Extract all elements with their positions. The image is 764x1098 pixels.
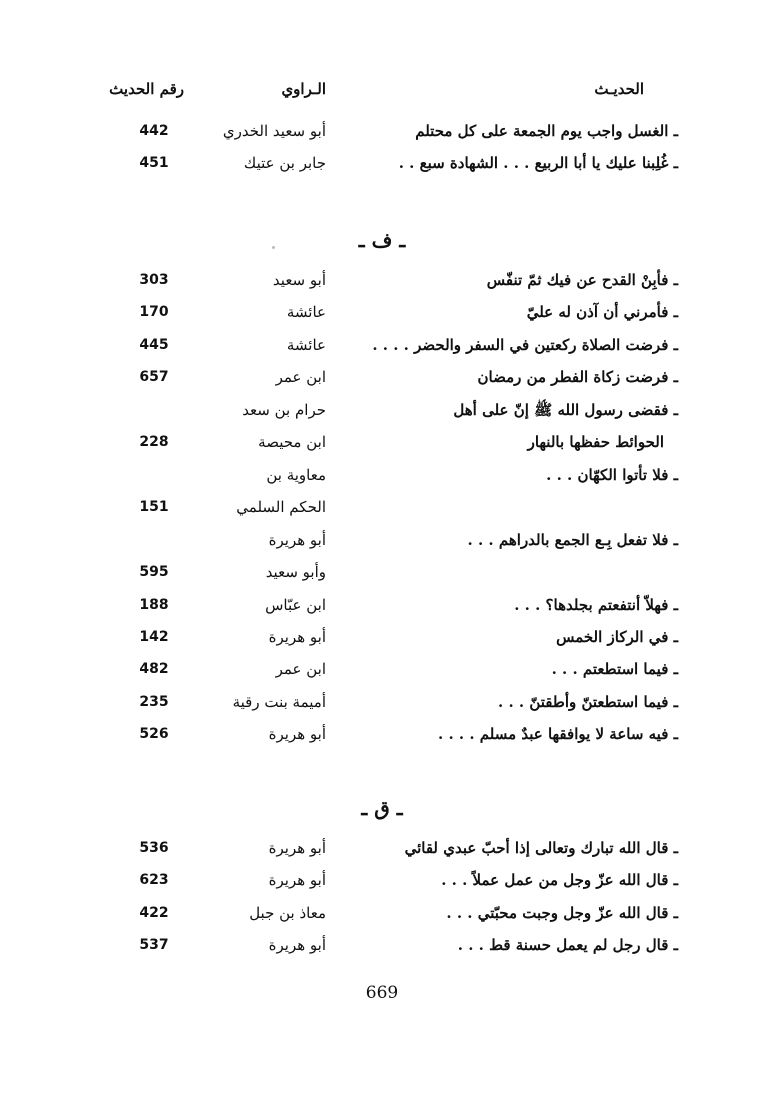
table-row [0, 399, 764, 429]
hadith-number: 657 [139, 369, 169, 385]
hadith-number: 151 [139, 499, 169, 515]
hadith-column-header: الحديـث [594, 80, 644, 98]
table-row [0, 723, 764, 753]
narrator-name: أميمة بنت رقية [232, 693, 326, 711]
hadith-text: ـ فلا تفعل بِـع الجمع بالدراهم . . . [467, 531, 678, 549]
narrator-name: ابن محيصة [258, 433, 326, 451]
table-row [0, 269, 764, 299]
narrator-name: أبو هريرة [268, 725, 326, 743]
hadith-text: ـ قال الله عزّ وجل من عمل عملاً . . . [441, 871, 678, 889]
table-row [0, 301, 764, 331]
hadith-number: 228 [139, 434, 169, 450]
narrator-name: أبو سعيد الخدري [222, 122, 326, 140]
hadith-text: ـ فرضت زكاة الفطر من رمضان [477, 368, 678, 386]
table-row [0, 529, 764, 559]
hadith-number: 537 [139, 937, 169, 953]
hadith-number: 526 [139, 726, 169, 742]
hadith-number: 303 [139, 272, 169, 288]
table-row [0, 626, 764, 656]
table-row [0, 120, 764, 150]
narrator-name: عائشة [286, 336, 326, 354]
narrator-name: ابن عمر [275, 368, 326, 386]
table-row [0, 934, 764, 964]
hadith-text: ـ غُلِبنا عليك يا أبا الربيع . . . الشهادة سبع . . [398, 154, 678, 172]
hadith-number: 482 [139, 661, 169, 677]
table-row [0, 334, 764, 364]
narrator-name: معاذ بن جبل [249, 904, 326, 922]
hadith-text: ـ فأبِنْ القدح عن فيك ثمّ تنفّس [486, 271, 678, 289]
hadith-number: 623 [139, 872, 169, 888]
hadith-text: ـ فرضت الصلاة ركعتين في السفر والحضر . . . . [372, 336, 678, 354]
narrator-name: أبو هريرة [268, 531, 326, 549]
table-row [0, 837, 764, 867]
table-row [0, 869, 764, 899]
table-row [0, 561, 764, 591]
hadith-text: ـ قال رجل لم يعمل حسنة قط . . . [457, 936, 678, 954]
hadith-text: ـ فيما استطعتنّ وأطقتنّ . . . [498, 693, 678, 711]
hadith-text: ـ فيما استطعتم . . . [551, 660, 678, 678]
narrator-name: أبو سعيد [272, 271, 326, 289]
hadith-text: ـ قال الله تبارك وتعالى إذا أحبّ عبدي لقائي [404, 839, 678, 857]
narrator-name: عائشة [286, 303, 326, 321]
table-row [0, 152, 764, 182]
narrator-name: ابن عبّاس [265, 596, 326, 614]
hadith-text: ـ قال الله عزّ وجل وجبت محبّتي . . . [446, 904, 678, 922]
table-row [0, 658, 764, 688]
narrator-name: جابر بن عتيك [243, 154, 326, 172]
table-row [0, 902, 764, 932]
section-heading-qaf: ـ ق ـ [361, 796, 403, 820]
table-row [0, 594, 764, 624]
narrator-name: وأبو سعيد [265, 563, 326, 581]
hadith-text: ـ فقضى رسول الله ﷺ إنّ على أهل [453, 401, 678, 419]
hadith-number: 170 [139, 304, 169, 320]
hadith-text: ـ فأمرني أن آذن له عليّ [526, 303, 678, 321]
hadith-text: ـ الغسل واجب يوم الجمعة على كل محتلم [415, 122, 678, 140]
narrator-name: أبو هريرة [268, 871, 326, 889]
hadith-number: 188 [139, 597, 169, 613]
hadith-text: الحوائط حفظها بالنهار [527, 433, 664, 451]
narrator-name: الحكم السلمي [236, 498, 326, 516]
hadith-number: 451 [139, 155, 169, 171]
hadith-number: 536 [139, 840, 169, 856]
hadith-number: 595 [139, 564, 169, 580]
section-heading-fa: ـ ف ـ [358, 228, 406, 252]
table-row [0, 496, 764, 526]
narrator-name: حرام بن سعد [242, 401, 326, 419]
narrator-name: ابن عمر [275, 660, 326, 678]
narrator-name: أبو هريرة [268, 839, 326, 857]
narrator-column-header: الـراوي [281, 80, 326, 98]
table-row [0, 691, 764, 721]
hadith-number: 142 [139, 629, 169, 645]
page-number: 669 [365, 983, 399, 1003]
table-row [0, 431, 764, 461]
narrator-name: أبو هريرة [268, 936, 326, 954]
hadith-text: ـ في الركاز الخمس [556, 628, 678, 646]
hadith-number: 442 [139, 123, 169, 139]
narrator-name: معاوية بن [266, 466, 326, 484]
hadith-text: ـ فيه ساعة لا يوافقها عبدٌ مسلم . . . . [438, 725, 678, 743]
table-row [0, 366, 764, 396]
narrator-name: أبو هريرة [268, 628, 326, 646]
hadith-number: 422 [139, 905, 169, 921]
hadith-text: ـ فلا تأتوا الكهّان . . . [546, 466, 678, 484]
number-column-header: رقم الحديث [109, 80, 184, 98]
table-row [0, 464, 764, 494]
hadith-number: 235 [139, 694, 169, 710]
hadith-number: 445 [139, 337, 169, 353]
hadith-text: ـ فهلاّ أنتفعتم بجلدها؟ . . . [514, 596, 678, 614]
